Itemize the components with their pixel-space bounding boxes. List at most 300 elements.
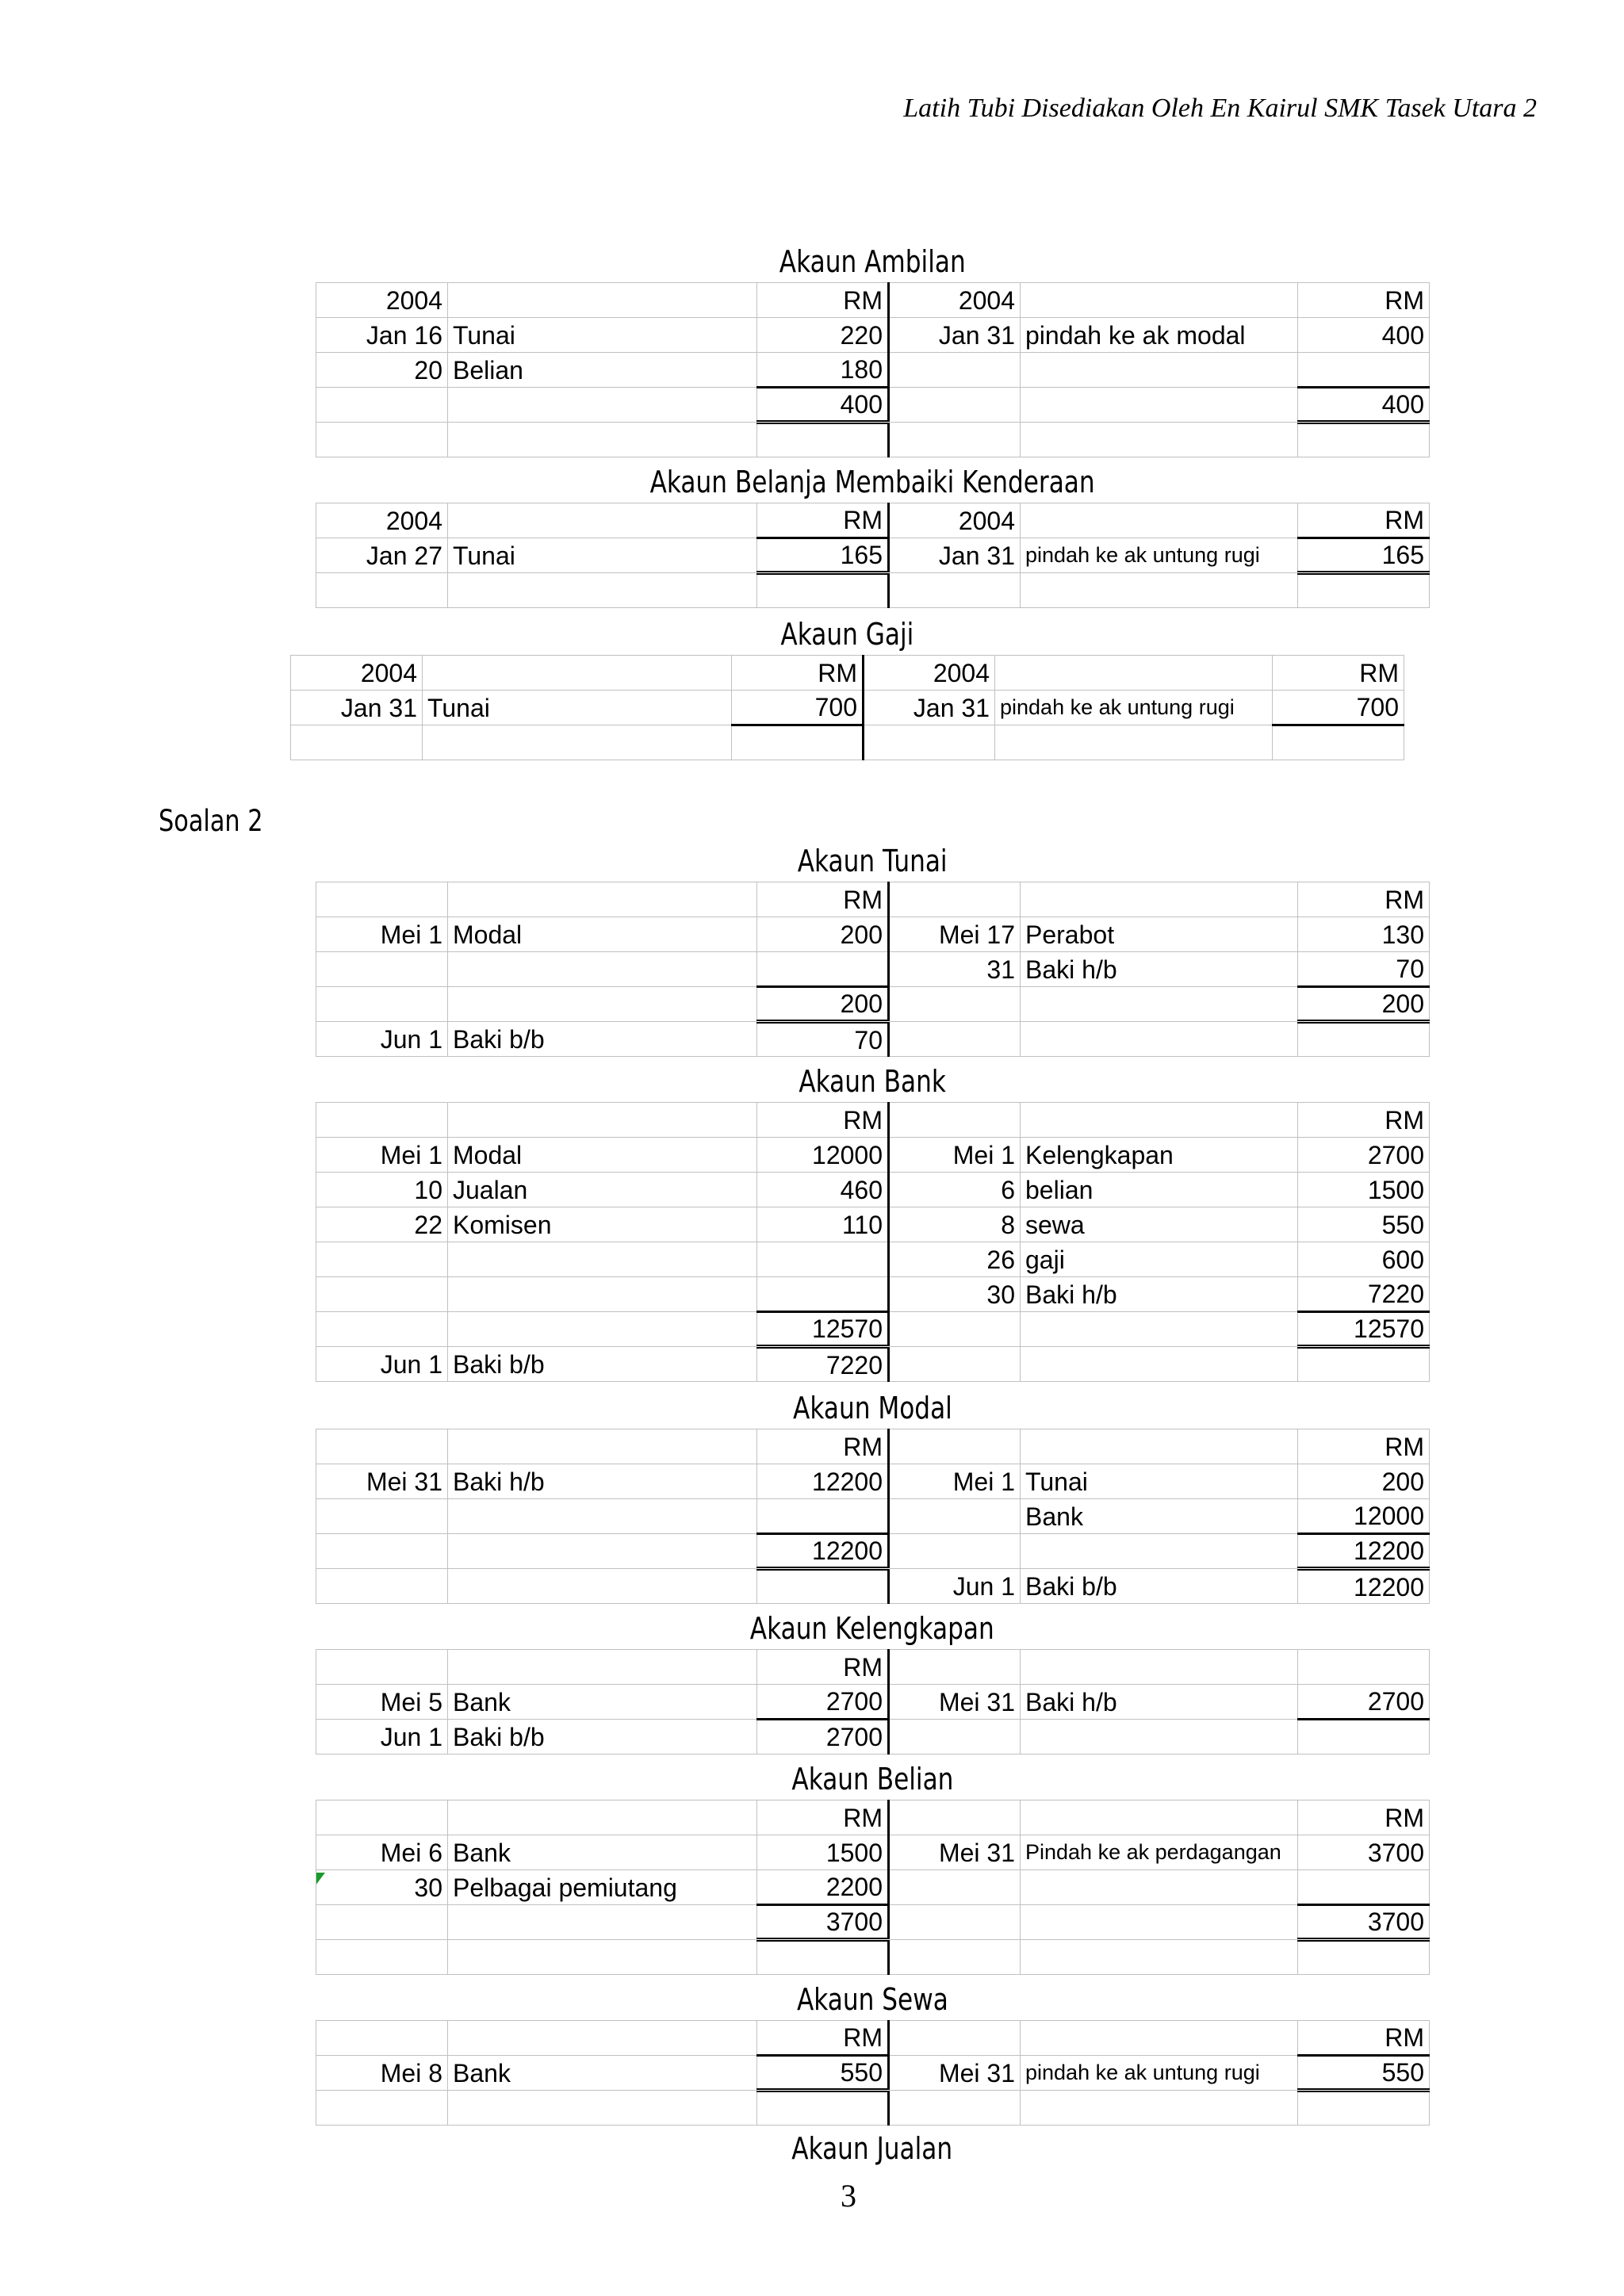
ledger-header-row	[316, 1800, 1430, 1835]
ledger-date-cell	[889, 353, 1021, 388]
ledger-row	[316, 1940, 1430, 1975]
ledger-particulars-cell	[1021, 388, 1298, 423]
ledger-date-cell: Jan 31	[291, 691, 423, 725]
ledger-particulars-cell	[448, 1429, 757, 1464]
ledger-header-row	[316, 2021, 1430, 2056]
account-title-text: Akaun Bank	[799, 1064, 946, 1099]
ledger-table	[316, 1429, 1430, 1604]
ledger-row	[316, 353, 1430, 388]
ledger-row	[316, 318, 1430, 353]
ledger-particulars-cell	[448, 882, 757, 917]
ledger-amount-cell: RM	[1298, 1800, 1430, 1835]
ledger-date-cell	[316, 388, 448, 423]
ledger-row	[316, 1835, 1430, 1870]
ledger-date-cell	[316, 1569, 448, 1604]
account-title	[316, 1064, 1429, 1099]
ledger-date-cell	[889, 1103, 1021, 1138]
ledger-date-cell: Mei 1	[316, 1138, 448, 1173]
ledger-date-cell	[889, 423, 1021, 457]
ledger-particulars-cell	[448, 1940, 757, 1975]
ledger-amount-cell: RM	[1298, 503, 1430, 538]
ledger-particulars-cell	[1021, 2021, 1298, 2056]
ledger-particulars-cell	[1021, 1650, 1298, 1685]
ledger-date-cell: 30	[889, 1277, 1021, 1312]
ledger-particulars-cell: sewa	[1021, 1207, 1298, 1242]
ledger-amount-cell: 2700	[1298, 1138, 1430, 1173]
ledger-header-row	[316, 1429, 1430, 1464]
ledger-date-cell	[316, 1499, 448, 1534]
ledger-amount-cell	[757, 1940, 889, 1975]
ledger-amount-cell	[1298, 573, 1430, 608]
ledger-date-cell	[316, 1800, 448, 1835]
ledger-particulars-cell	[423, 725, 732, 760]
ledger-particulars-cell	[1021, 573, 1298, 608]
ledger-date-cell	[316, 2021, 448, 2056]
account-title-text: Akaun Tunai	[797, 844, 948, 878]
ledger-particulars-cell	[1021, 1940, 1298, 1975]
ledger-amount-cell	[1298, 1347, 1430, 1382]
ledger-date-cell: 22	[316, 1207, 448, 1242]
ledger-date-cell: Mei 31	[316, 1464, 448, 1499]
ledger-particulars-cell	[1021, 987, 1298, 1022]
ledger-amount-cell: RM	[757, 283, 889, 318]
ledger-header-row	[316, 1103, 1430, 1138]
ledger-particulars-cell: Baki h/b	[1021, 1277, 1298, 1312]
ledger-date-cell	[316, 952, 448, 987]
ledger-particulars-cell	[448, 503, 757, 538]
ledger-row	[316, 987, 1430, 1022]
ledger-date-cell: 10	[316, 1173, 448, 1207]
ledger-amount-cell	[1298, 423, 1430, 457]
account-title-text: Akaun Belanja Membaiki Kenderaan	[649, 465, 1095, 499]
ledger-particulars-cell: Perabot	[1021, 917, 1298, 952]
ledger-particulars-cell: Pelbagai pemiutang	[448, 1870, 757, 1905]
ledger-table	[316, 1102, 1430, 1382]
ledger-particulars-cell	[448, 2091, 757, 2126]
ledger-amount-cell: 70	[1298, 952, 1430, 987]
ledger-date-cell	[889, 1022, 1021, 1057]
ledger-date-cell: 20	[316, 353, 448, 388]
ledger-date-cell	[316, 1103, 448, 1138]
ledger-particulars-cell: pindah ke ak modal	[1021, 318, 1298, 353]
ledger-date-cell: 30	[316, 1870, 448, 1905]
ledger-header-row	[316, 503, 1430, 538]
ledger-date-cell: 2004	[889, 283, 1021, 318]
ledger-amount-cell	[757, 573, 889, 608]
ledger-amount-cell: RM	[1298, 2021, 1430, 2056]
ledger-date-cell	[316, 1650, 448, 1685]
ledger-particulars-cell	[1021, 423, 1298, 457]
ledger-particulars-cell: Belian	[448, 353, 757, 388]
ledger-date-cell	[316, 2091, 448, 2126]
ledger-date-cell	[864, 725, 995, 760]
ledger-date-cell	[889, 882, 1021, 917]
question-label: Soalan 2	[159, 804, 263, 838]
ledger-particulars-cell: Modal	[448, 1138, 757, 1173]
ledger-amount-cell: RM	[1298, 283, 1430, 318]
ledger-date-cell	[316, 882, 448, 917]
ledger-particulars-cell: belian	[1021, 1173, 1298, 1207]
ledger-date-cell: 8	[889, 1207, 1021, 1242]
ledger-row	[316, 1207, 1430, 1242]
ledger-amount-cell: 12570	[757, 1312, 889, 1347]
ledger-particulars-cell	[448, 952, 757, 987]
ledger-row	[291, 725, 1404, 760]
ledger-particulars-cell: Tunai	[423, 691, 732, 725]
ledger-amount-cell: RM	[757, 2021, 889, 2056]
ledger-particulars-cell	[448, 1534, 757, 1569]
ledger-particulars-cell	[448, 573, 757, 608]
ledger-particulars-cell: Baki h/b	[1021, 1685, 1298, 1720]
ledger-date-cell: 2004	[316, 503, 448, 538]
ledger-amount-cell	[757, 2091, 889, 2126]
ledger-amount-cell: 12200	[757, 1534, 889, 1569]
ledger-header-row	[316, 1650, 1430, 1685]
ledger-particulars-cell: Kelengkapan	[1021, 1138, 1298, 1173]
ledger-particulars-cell: Modal	[448, 917, 757, 952]
ledger-date-cell	[316, 1940, 448, 1975]
ledger-particulars-cell	[448, 987, 757, 1022]
ledger-date-cell	[316, 573, 448, 608]
account-title-text: Akaun Belian	[791, 1762, 954, 1797]
ledger-date-cell: Mei 8	[316, 2056, 448, 2091]
ledger-particulars-cell	[448, 1569, 757, 1604]
ledger-amount-cell: RM	[757, 503, 889, 538]
ledger-amount-cell: 12200	[1298, 1534, 1430, 1569]
ledger-row	[316, 1277, 1430, 1312]
ledger-particulars-cell	[448, 283, 757, 318]
ledger-particulars-cell	[1021, 1534, 1298, 1569]
ledger-amount-cell	[1298, 1870, 1430, 1905]
ledger-particulars-cell	[1021, 503, 1298, 538]
ledger-particulars-cell	[1021, 882, 1298, 917]
ledger-particulars-cell	[448, 423, 757, 457]
ledger-particulars-cell	[1021, 353, 1298, 388]
ledger-date-cell	[889, 1905, 1021, 1940]
ledger-particulars-cell	[1021, 2091, 1298, 2126]
ledger-amount-cell: 70	[757, 1022, 889, 1057]
ledger-amount-cell: 700	[732, 691, 864, 725]
ledger-row	[316, 1464, 1430, 1499]
ledger-row	[316, 2056, 1430, 2091]
ledger-amount-cell: RM	[1298, 882, 1430, 917]
ledger-amount-cell: 165	[1298, 538, 1430, 573]
ledger-amount-cell: 400	[757, 388, 889, 423]
ledger-table	[316, 1800, 1430, 1975]
ledger-amount-cell: RM	[732, 656, 864, 691]
ledger-row	[316, 917, 1430, 952]
ledger-particulars-cell: Tunai	[448, 538, 757, 573]
ledger-amount-cell: 220	[757, 318, 889, 353]
ledger-amount-cell	[757, 423, 889, 457]
ledger-row	[316, 1138, 1430, 1173]
ledger-date-cell	[889, 1940, 1021, 1975]
account-title-text: Akaun Sewa	[796, 1982, 948, 2017]
ledger-date-cell	[316, 1312, 448, 1347]
ledger-particulars-cell	[1021, 1429, 1298, 1464]
ledger-date-cell: Jun 1	[316, 1022, 448, 1057]
ledger-amount-cell: 1500	[1298, 1173, 1430, 1207]
ledger-table	[316, 282, 1430, 457]
ledger-particulars-cell: pindah ke ak untung rugi	[1021, 2056, 1298, 2091]
ledger-particulars-cell	[1021, 1720, 1298, 1755]
page-number: 3	[841, 2178, 856, 2214]
ledger-date-cell	[316, 1277, 448, 1312]
ledger-amount-cell: 3700	[1298, 1905, 1430, 1940]
ledger-table	[316, 2020, 1430, 2126]
ledger-row	[316, 1173, 1430, 1207]
ledger-date-cell: Jun 1	[316, 1720, 448, 1755]
ledger-amount-cell: 12570	[1298, 1312, 1430, 1347]
ledger-amount-cell	[757, 1242, 889, 1277]
ledger-amount-cell	[757, 1499, 889, 1534]
ledger-date-cell: Jan 16	[316, 318, 448, 353]
ledger-particulars-cell: Tunai	[448, 318, 757, 353]
ledger-particulars-cell: Bank	[448, 1685, 757, 1720]
ledger-amount-cell: 12200	[757, 1464, 889, 1499]
ledger-table	[290, 655, 1404, 760]
account-title	[290, 617, 1404, 652]
ledger-amount-cell: 550	[757, 2056, 889, 2091]
ledger-amount-cell: RM	[1298, 1429, 1430, 1464]
ledger-amount-cell: 1500	[757, 1835, 889, 1870]
ledger-row	[316, 1720, 1430, 1755]
ledger-date-cell: Jan 31	[864, 691, 995, 725]
ledger-date-cell: 2004	[316, 283, 448, 318]
ledger-header-row	[291, 656, 1404, 691]
ledger-particulars-cell: Bank	[448, 2056, 757, 2091]
ledger-date-cell	[889, 1870, 1021, 1905]
ledger-date-cell: Mei 17	[889, 917, 1021, 952]
ledger-row	[316, 2091, 1430, 2126]
ledger-date-cell: Jan 31	[889, 318, 1021, 353]
ledger-particulars-cell	[1021, 1022, 1298, 1057]
ledger-date-cell	[889, 1429, 1021, 1464]
ledger-date-cell: Jun 1	[889, 1569, 1021, 1604]
ledger-amount-cell: RM	[757, 1650, 889, 1685]
ledger-amount-cell	[1298, 1720, 1430, 1755]
ledger-date-cell	[889, 987, 1021, 1022]
ledger-amount-cell: RM	[1273, 656, 1404, 691]
ledger-particulars-cell	[448, 1499, 757, 1534]
ledger-particulars-cell: Baki b/b	[448, 1022, 757, 1057]
account-title-text: Akaun Jualan	[791, 2131, 953, 2166]
ledger-row	[316, 1905, 1430, 1940]
ledger-date-cell	[889, 2091, 1021, 2126]
ledger-particulars-cell: Komisen	[448, 1207, 757, 1242]
ledger-particulars-cell	[995, 725, 1273, 760]
ledger-row	[316, 1685, 1430, 1720]
account-title	[316, 1982, 1429, 2017]
ledger-row	[316, 1569, 1430, 1604]
ledger-amount-cell: 110	[757, 1207, 889, 1242]
ledger-row	[291, 691, 1404, 725]
ledger-amount-cell	[732, 725, 864, 760]
account-title	[316, 465, 1429, 499]
ledger-particulars-cell: Tunai	[1021, 1464, 1298, 1499]
ledger-amount-cell: 200	[1298, 987, 1430, 1022]
account-title-text: Akaun Ambilan	[779, 244, 966, 279]
ledger-date-cell: Mei 5	[316, 1685, 448, 1720]
ledger-particulars-cell	[448, 1277, 757, 1312]
ledger-particulars-cell: gaji	[1021, 1242, 1298, 1277]
ledger-date-cell: 2004	[864, 656, 995, 691]
ledger-row	[316, 1347, 1430, 1382]
ledger-amount-cell: 2700	[1298, 1685, 1430, 1720]
ledger-amount-cell: 550	[1298, 2056, 1430, 2091]
ledger-row	[316, 1499, 1430, 1534]
ledger-particulars-cell	[423, 656, 732, 691]
ledger-particulars-cell	[1021, 1347, 1298, 1382]
ledger-row	[316, 1242, 1430, 1277]
ledger-row	[316, 1022, 1430, 1057]
ledger-amount-cell: 2700	[757, 1720, 889, 1755]
ledger-particulars-cell	[1021, 1905, 1298, 1940]
ledger-particulars-cell	[448, 1650, 757, 1685]
ledger-date-cell	[889, 1312, 1021, 1347]
ledger-amount-cell: 200	[757, 917, 889, 952]
ledger-date-cell	[889, 388, 1021, 423]
ledger-date-cell	[316, 423, 448, 457]
ledger-amount-cell: 200	[1298, 1464, 1430, 1499]
ledger-particulars-cell: Bank	[448, 1835, 757, 1870]
ledger-date-cell	[889, 1499, 1021, 1534]
ledger-amount-cell	[1298, 1940, 1430, 1975]
ledger-particulars-cell: pindah ke ak untung rugi	[1021, 538, 1298, 573]
ledger-amount-cell: 460	[757, 1173, 889, 1207]
ledger-amount-cell: 400	[1298, 388, 1430, 423]
ledger-date-cell: 2004	[291, 656, 423, 691]
ledger-date-cell	[316, 1429, 448, 1464]
ledger-date-cell: 2004	[889, 503, 1021, 538]
ledger-table	[316, 882, 1430, 1057]
ledger-particulars-cell	[1021, 1103, 1298, 1138]
ledger-amount-cell	[757, 1569, 889, 1604]
page-header: Latih Tubi Disediakan Oleh En Kairul SMK Tasek Utara 2	[903, 94, 1537, 123]
ledger-particulars-cell: Baki h/b	[448, 1464, 757, 1499]
ledger-row	[316, 573, 1430, 608]
ledger-date-cell	[316, 1905, 448, 1940]
ledger-date-cell	[291, 725, 423, 760]
ledger-amount-cell: 400	[1298, 318, 1430, 353]
ledger-amount-cell: 165	[757, 538, 889, 573]
ledger-amount-cell: 130	[1298, 917, 1430, 952]
ledger-amount-cell: 3700	[757, 1905, 889, 1940]
ledger-date-cell: Mei 31	[889, 1835, 1021, 1870]
ledger-row	[316, 423, 1430, 457]
ledger-date-cell	[889, 1720, 1021, 1755]
ledger-particulars-cell: Baki b/b	[448, 1720, 757, 1755]
ledger-amount-cell: 3700	[1298, 1835, 1430, 1870]
ledger-amount-cell: 12000	[1298, 1499, 1430, 1534]
ledger-amount-cell	[1298, 1650, 1430, 1685]
ledger-particulars-cell: Pindah ke ak perdagangan	[1021, 1835, 1298, 1870]
ledger-header-row	[316, 283, 1430, 318]
ledger-particulars-cell	[1021, 1870, 1298, 1905]
account-title	[316, 2131, 1429, 2166]
ledger-particulars-cell: Jualan	[448, 1173, 757, 1207]
ledger-amount-cell: 700	[1273, 691, 1404, 725]
account-title-text: Akaun Kelengkapan	[750, 1611, 994, 1646]
ledger-amount-cell: RM	[757, 1429, 889, 1464]
ledger-particulars-cell	[448, 1312, 757, 1347]
ledger-date-cell	[889, 1650, 1021, 1685]
ledger-particulars-cell: Baki h/b	[1021, 952, 1298, 987]
ledger-date-cell: Jan 27	[316, 538, 448, 573]
ledger-amount-cell	[1298, 2091, 1430, 2126]
ledger-date-cell: Mei 31	[889, 2056, 1021, 2091]
ledger-amount-cell: RM	[757, 1103, 889, 1138]
account-title	[316, 1391, 1429, 1425]
ledger-particulars-cell	[1021, 1800, 1298, 1835]
ledger-amount-cell: 550	[1298, 1207, 1430, 1242]
ledger-row	[316, 538, 1430, 573]
ledger-amount-cell: 2700	[757, 1685, 889, 1720]
ledger-date-cell: Mei 1	[316, 917, 448, 952]
ledger-date-cell: 31	[889, 952, 1021, 987]
ledger-date-cell	[889, 1534, 1021, 1569]
ledger-particulars-cell: pindah ke ak untung rugi	[995, 691, 1273, 725]
ledger-amount-cell	[1298, 353, 1430, 388]
ledger-date-cell	[889, 573, 1021, 608]
ledger-amount-cell	[1298, 1022, 1430, 1057]
ledger-table	[316, 1649, 1430, 1755]
account-title	[316, 244, 1429, 279]
ledger-row	[316, 952, 1430, 987]
ledger-date-cell	[316, 1242, 448, 1277]
ledger-amount-cell	[757, 952, 889, 987]
ledger-row	[316, 1870, 1430, 1905]
ledger-amount-cell: 12200	[1298, 1569, 1430, 1604]
ledger-date-cell: Mei 1	[889, 1138, 1021, 1173]
ledger-row	[316, 1312, 1430, 1347]
ledger-date-cell: Mei 1	[889, 1464, 1021, 1499]
ledger-date-cell	[889, 1800, 1021, 1835]
ledger-amount-cell: 7220	[1298, 1277, 1430, 1312]
ledger-date-cell: Mei 6	[316, 1835, 448, 1870]
ledger-amount-cell: 7220	[757, 1347, 889, 1382]
ledger-particulars-cell	[995, 656, 1273, 691]
ledger-particulars-cell	[448, 1800, 757, 1835]
ledger-amount-cell: 180	[757, 353, 889, 388]
ledger-date-cell	[316, 1534, 448, 1569]
account-title	[316, 1611, 1429, 1646]
account-title	[316, 844, 1429, 878]
ledger-table	[316, 503, 1430, 608]
ledger-row	[316, 388, 1430, 423]
ledger-particulars-cell: Baki b/b	[1021, 1569, 1298, 1604]
ledger-date-cell	[889, 2021, 1021, 2056]
ledger-particulars-cell	[448, 1103, 757, 1138]
ledger-date-cell: Jun 1	[316, 1347, 448, 1382]
account-title	[316, 1762, 1429, 1797]
ledger-particulars-cell: Baki b/b	[448, 1347, 757, 1382]
ledger-particulars-cell	[448, 1905, 757, 1940]
ledger-particulars-cell	[448, 2021, 757, 2056]
ledger-row	[316, 1534, 1430, 1569]
ledger-date-cell: 26	[889, 1242, 1021, 1277]
account-title-text: Akaun Gaji	[780, 617, 914, 652]
ledger-header-row	[316, 882, 1430, 917]
ledger-amount-cell: RM	[757, 882, 889, 917]
ledger-particulars-cell	[1021, 1312, 1298, 1347]
ledger-particulars-cell: Bank	[1021, 1499, 1298, 1534]
ledger-particulars-cell	[448, 1242, 757, 1277]
ledger-amount-cell	[757, 1277, 889, 1312]
ledger-amount-cell: 600	[1298, 1242, 1430, 1277]
account-title-text: Akaun Modal	[792, 1391, 952, 1425]
ledger-particulars-cell	[448, 388, 757, 423]
